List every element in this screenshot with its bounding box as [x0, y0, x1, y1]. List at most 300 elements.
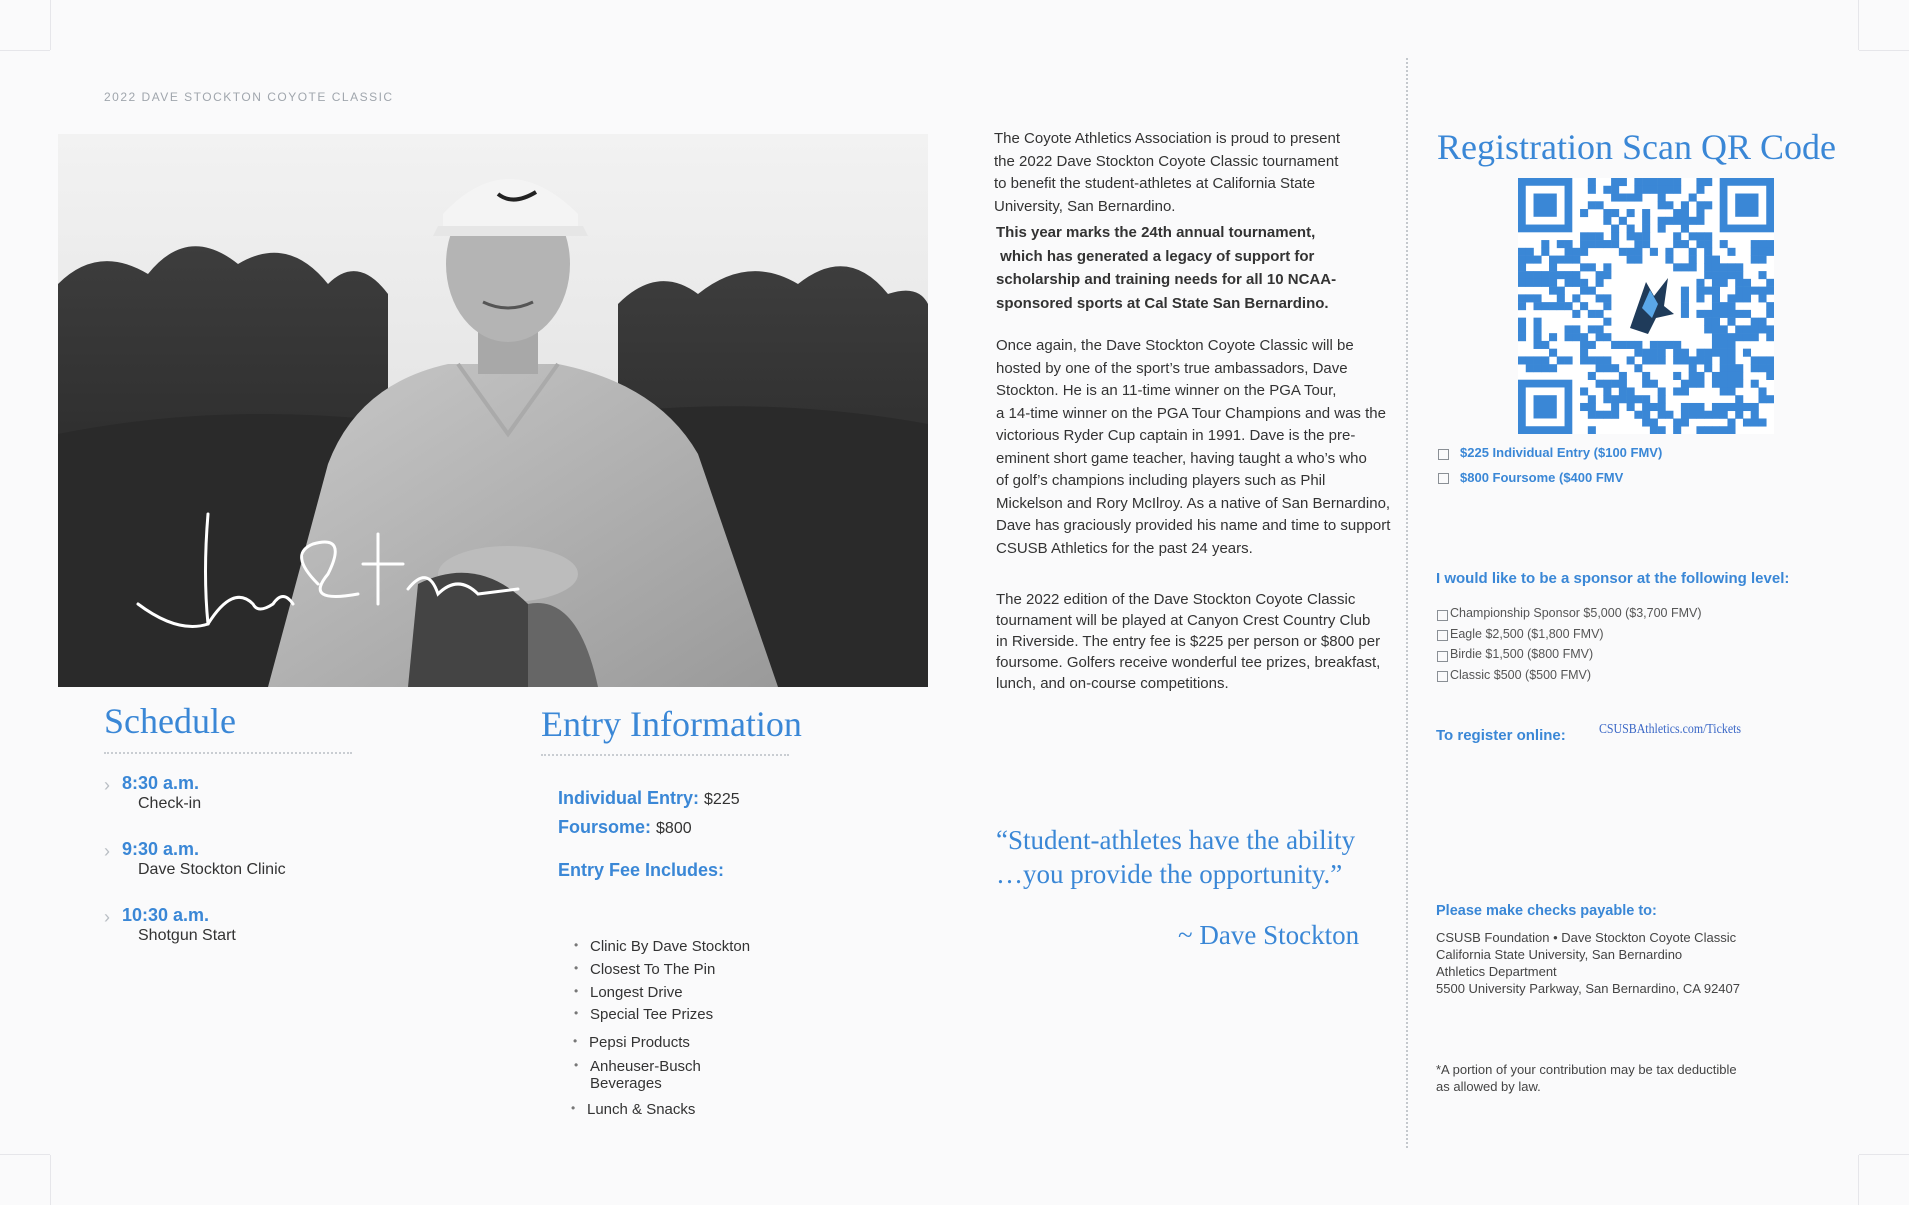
- qr-module: [1727, 333, 1735, 341]
- qr-module: [1735, 325, 1743, 333]
- qr-module: [1766, 240, 1774, 248]
- address-line: CSUSB Foundation • Dave Stockton Coyote Classic: [1436, 930, 1737, 945]
- sponsor-level: Championship Sponsor $5,000 ($3,700 FMV): [1450, 606, 1702, 620]
- qr-module: [1704, 256, 1712, 264]
- qr-module: [1627, 225, 1635, 233]
- qr-module: [1751, 411, 1759, 419]
- qr-module: [1766, 302, 1774, 310]
- qr-module: [1766, 310, 1774, 318]
- qr-module: [1611, 380, 1619, 388]
- qr-module: [1712, 302, 1720, 310]
- qr-module: [1658, 349, 1666, 357]
- list-item-text: Longest Drive: [590, 984, 683, 1001]
- qr-module: [1696, 372, 1704, 380]
- qr-module: [1518, 248, 1526, 256]
- crop-mark: [0, 50, 50, 51]
- entry-title: Entry Information: [541, 704, 802, 744]
- qr-module: [1572, 333, 1580, 341]
- qr-module: [1603, 294, 1611, 302]
- qr-module: [1712, 256, 1720, 264]
- qr-module: [1611, 178, 1619, 186]
- qr-module: [1588, 240, 1596, 248]
- qr-module: [1658, 403, 1666, 411]
- list-item-text: Closest To The Pin: [590, 961, 716, 978]
- qr-module: [1650, 178, 1658, 186]
- chevron-right-icon: ›: [104, 841, 110, 861]
- qr-module: [1642, 356, 1650, 364]
- qr-module: [1634, 248, 1642, 256]
- qr-module: [1549, 364, 1557, 372]
- sponsor-level: Birdie $1,500 ($800 FMV): [1450, 647, 1594, 661]
- list-item: [574, 961, 716, 978]
- intro-paragraph-2: [996, 221, 1396, 315]
- qr-module: [1712, 372, 1720, 380]
- qr-module: [1603, 240, 1611, 248]
- qr-finder: [1534, 395, 1557, 418]
- qr-module: [1665, 248, 1673, 256]
- qr-module: [1596, 364, 1604, 372]
- qr-module: [1743, 310, 1751, 318]
- qr-module: [1541, 364, 1549, 372]
- qr-module: [1735, 294, 1743, 302]
- qr-module: [1565, 302, 1573, 310]
- qr-module: [1541, 240, 1549, 248]
- qr-finder: [1534, 194, 1557, 217]
- qr-module: [1580, 209, 1588, 217]
- qr-module: [1681, 418, 1689, 426]
- individual-entry-checkbox[interactable]: [1438, 449, 1449, 460]
- qr-module: [1650, 418, 1658, 426]
- address-line: Athletics Department: [1436, 964, 1557, 979]
- qr-module: [1518, 333, 1526, 341]
- qr-module: [1596, 271, 1604, 279]
- qr-module: [1673, 387, 1681, 395]
- qr-module: [1603, 395, 1611, 403]
- qr-module: [1627, 387, 1635, 395]
- schedule-time: 8:30 a.m.: [122, 773, 200, 793]
- individual-entry: [558, 788, 740, 809]
- qr-module: [1696, 403, 1704, 411]
- qr-module: [1673, 426, 1681, 434]
- qr-module: [1681, 287, 1689, 295]
- qr-module: [1720, 426, 1728, 434]
- individual-entry-value: $225: [704, 791, 740, 808]
- qr-module: [1658, 178, 1666, 186]
- qr-module: [1673, 372, 1681, 380]
- qr-module: [1758, 395, 1766, 403]
- text-line: a 14-time winner on the PGA Tour Champions and was the: [996, 404, 1386, 422]
- qr-module: [1712, 349, 1720, 357]
- qr-module: [1704, 271, 1712, 279]
- schedule-desc: Dave Stockton Clinic: [138, 861, 286, 878]
- qr-module: [1627, 194, 1635, 202]
- qr-module: [1596, 380, 1604, 388]
- text-line: to benefit the student-athletes at California State: [994, 175, 1316, 192]
- qr-module: [1642, 178, 1650, 186]
- schedule-time: 9:30 a.m.: [122, 839, 200, 859]
- qr-module: [1712, 263, 1720, 271]
- qr-module: [1720, 271, 1728, 279]
- text-line: CSUSB Athletics for the past 24 years.: [996, 539, 1253, 557]
- qr-module: [1727, 380, 1735, 388]
- qr-module: [1766, 333, 1774, 341]
- qr-module: [1518, 302, 1526, 310]
- qr-module: [1603, 263, 1611, 271]
- qr-module: [1526, 279, 1534, 287]
- text-line: Mickelson and Rory McIlroy. As a native of San Bernardino,: [996, 494, 1391, 512]
- qr-module: [1534, 302, 1542, 310]
- qr-module: [1580, 333, 1588, 341]
- qr-module: [1596, 333, 1604, 341]
- qr-module: [1696, 411, 1704, 419]
- qr-module: [1658, 201, 1666, 209]
- qr-module: [1580, 387, 1588, 395]
- qr-module: [1673, 263, 1681, 271]
- qr-module: [1743, 325, 1751, 333]
- qr-module: [1673, 186, 1681, 194]
- qr-module: [1712, 426, 1720, 434]
- text-line: University, San Bernardino.: [994, 197, 1176, 215]
- qr-module: [1557, 271, 1565, 279]
- qr-module: [1526, 256, 1534, 264]
- qr-module: [1704, 310, 1712, 318]
- qr-module: [1658, 395, 1666, 403]
- qr-module: [1634, 349, 1642, 357]
- qr-module: [1603, 333, 1611, 341]
- text-line: Once again, the Dave Stockton Coyote Classic will be: [996, 337, 1354, 354]
- qr-module: [1673, 178, 1681, 186]
- qr-module: [1541, 302, 1549, 310]
- qr-module: [1588, 395, 1596, 403]
- qr-module: [1689, 263, 1697, 271]
- qr-module: [1580, 302, 1588, 310]
- qr-module: [1549, 349, 1557, 357]
- qr-module: [1681, 411, 1689, 419]
- qr-module: [1627, 403, 1635, 411]
- qr-module: [1766, 248, 1774, 256]
- qr-module: [1743, 349, 1751, 357]
- qr-module: [1534, 356, 1542, 364]
- qr-module: [1696, 232, 1704, 240]
- qr-module: [1603, 380, 1611, 388]
- qr-module: [1518, 356, 1526, 364]
- qr-module: [1619, 380, 1627, 388]
- qr-module: [1720, 380, 1728, 388]
- qr-module: [1619, 194, 1627, 202]
- register-online-link[interactable]: CSUSBAthletics.com/Tickets: [1599, 722, 1742, 737]
- bullet-icon: •: [571, 1101, 576, 1115]
- qr-module: [1727, 426, 1735, 434]
- qr-module: [1611, 411, 1619, 419]
- qr-module: [1588, 341, 1596, 349]
- footnote-line: as allowed by law.: [1436, 1079, 1541, 1094]
- qr-module: [1634, 240, 1642, 248]
- qr-module: [1743, 294, 1751, 302]
- qr-module: [1665, 217, 1673, 225]
- text-line: sponsored sports at Cal State San Bernardino.: [996, 294, 1329, 312]
- text-line: Dave has graciously provided his name and time to support: [996, 517, 1391, 534]
- qr-module: [1588, 372, 1596, 380]
- qr-module: [1650, 380, 1658, 388]
- qr-module: [1627, 395, 1635, 403]
- registration-title: Registration Scan QR Code: [1437, 127, 1836, 167]
- qr-module: [1549, 263, 1557, 271]
- address-line: California State University, San Bernardino: [1436, 947, 1683, 962]
- qr-module: [1696, 310, 1704, 318]
- sponsor-checkbox-eagle[interactable]: [1437, 630, 1448, 641]
- text-line: victorious Ryder Cup captain in 1991. Dave is the pre-: [996, 427, 1356, 444]
- tax-footnote: [1436, 1061, 1737, 1095]
- qr-module: [1681, 240, 1689, 248]
- qr-module: [1766, 279, 1774, 287]
- qr-module: [1704, 356, 1712, 364]
- qr-module: [1572, 294, 1580, 302]
- qr-module: [1751, 256, 1759, 264]
- crop-mark: [50, 0, 51, 50]
- qr-module: [1681, 209, 1689, 217]
- qr-module: [1596, 232, 1604, 240]
- qr-module: [1541, 356, 1549, 364]
- qr-module: [1603, 356, 1611, 364]
- qr-module: [1534, 318, 1542, 326]
- qr-module: [1712, 411, 1720, 419]
- qr-module: [1720, 411, 1728, 419]
- qr-module: [1665, 201, 1673, 209]
- qr-module: [1565, 256, 1573, 264]
- divider: [104, 752, 352, 754]
- qr-module: [1642, 411, 1650, 419]
- qr-module: [1766, 356, 1774, 364]
- qr-module: [1766, 372, 1774, 380]
- qr-module: [1720, 349, 1728, 357]
- qr-module: [1766, 364, 1774, 372]
- qr-module: [1611, 194, 1619, 202]
- qr-module: [1665, 178, 1673, 186]
- qr-module: [1534, 279, 1542, 287]
- qr-module: [1634, 364, 1642, 372]
- qr-module: [1634, 256, 1642, 264]
- qr-module: [1696, 240, 1704, 248]
- qr-module: [1689, 372, 1697, 380]
- qr-module: [1743, 279, 1751, 287]
- qr-module: [1758, 364, 1766, 372]
- qr-module: [1720, 325, 1728, 333]
- address-line: 5500 University Parkway, San Bernardino, CA 92407: [1436, 981, 1740, 996]
- qr-module: [1541, 341, 1549, 349]
- qr-module: [1580, 287, 1588, 295]
- qr-module: [1727, 356, 1735, 364]
- sponsor-checkbox-classic[interactable]: [1437, 671, 1448, 682]
- qr-module: [1727, 372, 1735, 380]
- qr-module: [1526, 356, 1534, 364]
- qr-module: [1720, 341, 1728, 349]
- qr-module: [1727, 403, 1735, 411]
- individual-entry-option: $225 Individual Entry ($100 FMV): [1460, 445, 1663, 460]
- qr-module: [1696, 356, 1704, 364]
- qr-module: [1689, 248, 1697, 256]
- qr-module: [1735, 287, 1743, 295]
- list-item: [574, 938, 751, 955]
- qr-finder: [1735, 194, 1758, 217]
- qr-module: [1557, 356, 1565, 364]
- qr-module: [1580, 341, 1588, 349]
- schedule-time: 10:30 a.m.: [122, 905, 210, 925]
- qr-module: [1611, 232, 1619, 240]
- qr-module: [1557, 294, 1565, 302]
- qr-module: [1704, 325, 1712, 333]
- qr-module: [1720, 356, 1728, 364]
- qr-module: [1557, 256, 1565, 264]
- quote-line: “Student-athletes have the ability: [996, 825, 1356, 855]
- qr-module: [1704, 201, 1712, 209]
- qr-module: [1751, 325, 1759, 333]
- qr-module: [1658, 356, 1666, 364]
- qr-module: [1673, 232, 1681, 240]
- qr-module: [1611, 395, 1619, 403]
- qr-module: [1549, 287, 1557, 295]
- qr-module: [1588, 186, 1596, 194]
- qr-module: [1619, 248, 1627, 256]
- qr-module: [1627, 248, 1635, 256]
- qr-module: [1549, 333, 1557, 341]
- qr-module: [1704, 248, 1712, 256]
- sponsor-checkbox-championship[interactable]: [1437, 610, 1448, 621]
- list-item-text: Beverages: [590, 1075, 662, 1092]
- qr-module: [1673, 240, 1681, 248]
- qr-module: [1565, 279, 1573, 287]
- qr-module: [1704, 364, 1712, 372]
- qr-module: [1588, 201, 1596, 209]
- qr-module: [1689, 356, 1697, 364]
- qr-module: [1681, 349, 1689, 357]
- qr-module: [1704, 232, 1712, 240]
- qr-module: [1588, 178, 1596, 186]
- qr-module: [1650, 248, 1658, 256]
- list-item: [574, 984, 683, 1001]
- text-line: hosted by one of the sport’s true ambassadors, Dave: [996, 359, 1348, 377]
- foursome-option: $800 Foursome ($400 FMV: [1460, 470, 1624, 485]
- qr-module: [1588, 232, 1596, 240]
- qr-module: [1658, 341, 1666, 349]
- qr-module: [1634, 232, 1642, 240]
- qr-module: [1720, 387, 1728, 395]
- qr-module: [1518, 294, 1526, 302]
- qr-module: [1681, 302, 1689, 310]
- crop-mark: [1858, 1155, 1859, 1205]
- qr-module: [1704, 178, 1712, 186]
- qr-module: [1766, 287, 1774, 295]
- qr-module: [1758, 287, 1766, 295]
- qr-module: [1751, 356, 1759, 364]
- qr-module: [1619, 387, 1627, 395]
- text-line: The 2022 edition of the Dave Stockton Coyote Classic: [996, 591, 1356, 608]
- qr-module: [1642, 240, 1650, 248]
- intro-paragraph-3: [996, 335, 1396, 560]
- register-online-label: To register online:: [1436, 727, 1566, 744]
- qr-module: [1580, 356, 1588, 364]
- qr-module: [1751, 380, 1759, 388]
- text-line: tournament will be played at Canyon Crest Country Club: [996, 612, 1371, 629]
- qr-module: [1720, 372, 1728, 380]
- qr-module: [1596, 294, 1604, 302]
- qr-module: [1565, 248, 1573, 256]
- foursome-value: $800: [656, 820, 692, 837]
- qr-module: [1650, 403, 1658, 411]
- qr-module: [1588, 310, 1596, 318]
- qr-module: [1658, 186, 1666, 194]
- text-line: which has generated a legacy of support for: [996, 247, 1315, 265]
- qr-module: [1549, 256, 1557, 264]
- qr-module: [1588, 325, 1596, 333]
- qr-module: [1526, 271, 1534, 279]
- golfer-photo-icon: [58, 134, 928, 687]
- qr-module: [1696, 426, 1704, 434]
- qr-module: [1673, 349, 1681, 357]
- text-line: Stockton. He is an 11-time winner on the PGA Tour,: [996, 382, 1337, 399]
- qr-module: [1557, 240, 1565, 248]
- crop-mark: [1858, 0, 1859, 50]
- qr-module: [1658, 194, 1666, 202]
- qr-module: [1696, 217, 1704, 225]
- qr-module: [1751, 240, 1759, 248]
- qr-module: [1619, 395, 1627, 403]
- qr-module: [1712, 318, 1720, 326]
- qr-module: [1704, 426, 1712, 434]
- qr-module: [1603, 217, 1611, 225]
- sponsor-heading: I would like to be a sponsor at the following level:: [1436, 570, 1790, 587]
- qr-module: [1634, 411, 1642, 419]
- qr-module: [1735, 411, 1743, 419]
- qr-module: [1735, 380, 1743, 388]
- qr-module: [1727, 349, 1735, 357]
- qr-module: [1735, 271, 1743, 279]
- qr-module: [1642, 380, 1650, 388]
- qr-module: [1534, 325, 1542, 333]
- qr-module: [1588, 263, 1596, 271]
- qr-module: [1518, 318, 1526, 326]
- qr-module: [1743, 403, 1751, 411]
- qr-module: [1627, 256, 1635, 264]
- qr-module: [1751, 318, 1759, 326]
- qr-module: [1665, 256, 1673, 264]
- text-line: of golf’s champions including players such as Phil: [996, 472, 1326, 489]
- qr-module: [1689, 232, 1697, 240]
- qr-code[interactable]: [1518, 178, 1774, 434]
- qr-module: [1565, 333, 1573, 341]
- qr-module: [1627, 209, 1635, 217]
- qr-module: [1642, 418, 1650, 426]
- foursome-checkbox[interactable]: [1438, 473, 1449, 484]
- qr-module: [1735, 263, 1743, 271]
- text-line: the 2022 Dave Stockton Coyote Classic tournament: [994, 152, 1339, 170]
- qr-module: [1658, 426, 1666, 434]
- chevron-right-icon: ›: [104, 907, 110, 927]
- qr-module: [1565, 271, 1573, 279]
- qr-module: [1588, 403, 1596, 411]
- qr-module: [1727, 263, 1735, 271]
- column-divider: [1406, 58, 1408, 1148]
- divider: [541, 754, 789, 756]
- qr-module: [1572, 310, 1580, 318]
- qr-module: [1720, 263, 1728, 271]
- qr-module: [1534, 256, 1542, 264]
- qr-module: [1596, 325, 1604, 333]
- sponsor-checkbox-birdie[interactable]: [1437, 651, 1448, 662]
- qr-module: [1619, 372, 1627, 380]
- qr-module: [1580, 349, 1588, 357]
- qr-module: [1766, 325, 1774, 333]
- qr-module: [1681, 310, 1689, 318]
